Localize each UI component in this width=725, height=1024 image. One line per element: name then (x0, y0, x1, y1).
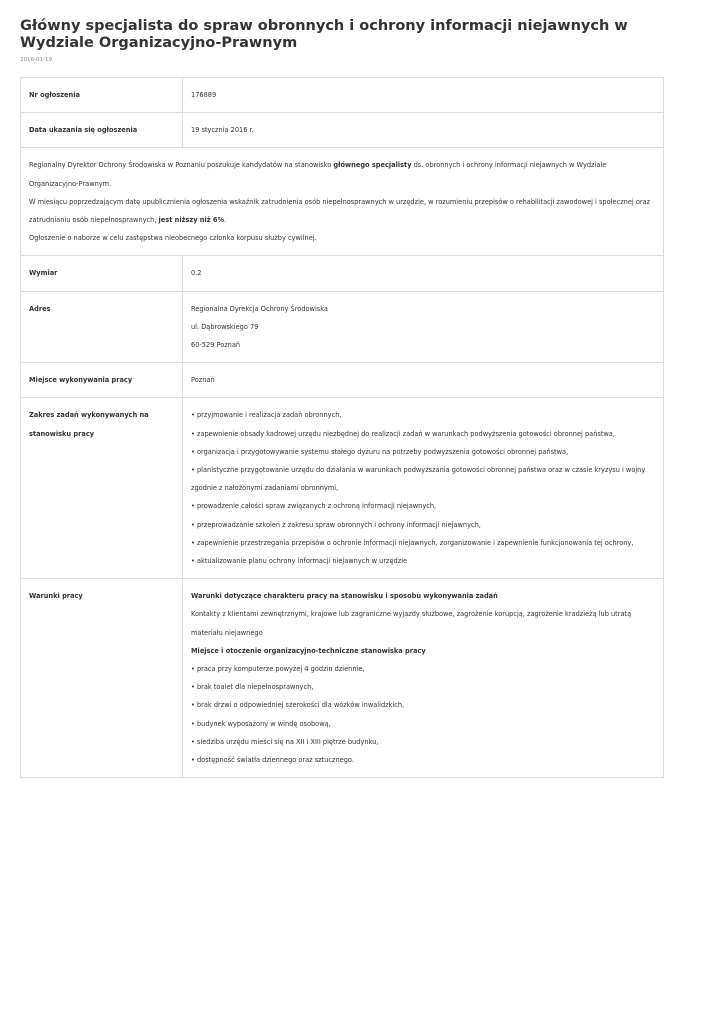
list-item: • brak toalet dla niepełnosprawnych, (191, 683, 314, 692)
list-item: • planistyczne przygotowanie urzędu do działania w warunkach podwyższania gotowości obronnej państwa oraz w czasie kryzysu i wojny zgodnie z nałożonymi zadaniami obronnymi, (191, 466, 646, 493)
row-value-wymiar: 0.2 (183, 256, 664, 291)
row-value-data: 19 stycznia 2016 r. (183, 113, 664, 148)
row-label-nr: Nr ogłoszenia (21, 78, 183, 113)
section-heading: Warunki dotyczące charakteru pracy na stanowisku i sposobu wykonywania zadań (191, 592, 498, 601)
address-line: ul. Dąbrowskiego 79 (191, 322, 259, 331)
page-title: Główny specjalista do spraw obronnych i ochrony informacji niejawnych w Wydziale Organizacyjno-Prawnym (20, 18, 628, 51)
table-row (21, 363, 664, 398)
list-item: • dostępność światła dziennego oraz sztucznego. (191, 756, 354, 765)
row-value-warunki (183, 579, 664, 778)
row-label-miejsce: Miejsce wykonywania pracy (21, 363, 183, 398)
list-item: • organizacja i przygotowywanie systemu stałego dyżuru na potrzeby podwyższenia gotowości obronnej państwa, (191, 447, 569, 456)
address-line: 60-529 Poznań (191, 341, 241, 350)
row-label-adres: Adres (21, 291, 183, 363)
table-row (21, 113, 664, 148)
row-label-warunki: Warunki pracy (21, 579, 183, 778)
list-item: • zapewnienie obsady kadrowej urzędu niezbędnej do realizacji zadań w warunkach podwyższenia gotowości obronnej państwa, (191, 429, 615, 438)
table-row (21, 398, 664, 579)
list-item: • praca przy komputerze powyżej 4 godzin dziennie, (191, 665, 365, 674)
row-label-wymiar: Wymiar (21, 256, 183, 291)
intro-paragraph-1: Regionalny Dyrektor Ochrony Środowiska w Poznaniu poszukuje kandydatów na stanowisko głównego specjalisty ds. obronnych i ochrony informacji niejawnych w Wydziale Organizacyjno-Prawnym. (29, 161, 607, 188)
list-item: • siedziba urzędu mieści się na XII i XIII piętrze budynku, (191, 737, 379, 746)
row-value-miejsce: Poznań (183, 363, 664, 398)
announcement-table (20, 77, 664, 778)
table-row (21, 78, 664, 113)
list-item: • zapewnienie przestrzegania przepisów o ochronie informacji niejawnych, zorganizowanie i zapewnienie funkcjonowania tej ochrony, (191, 538, 634, 547)
row-label-data: Data ukazania się ogłoszenia (21, 113, 183, 148)
intro-paragraph-3: Ogłoszenie o naborze w celu zastępstwa nieobecnego członka korpusu służby cywilnej. (29, 234, 317, 243)
list-item: • budynek wyposażony w windę osobową, (191, 719, 331, 728)
list-item: • brak drzwi o odpowiedniej szerokości dla wózków inwalidzkich, (191, 701, 405, 710)
row-value-zakres (183, 398, 664, 579)
list-item: • prowadzenie całości spraw związanych z ochroną informacji niejawnych, (191, 502, 437, 511)
table-row (21, 579, 664, 778)
row-value-adres (183, 291, 664, 363)
table-row (21, 256, 664, 291)
section-heading: Miejsce i otoczenie organizacyjno-techniczne stanowiska pracy (191, 646, 426, 655)
table-row (21, 291, 664, 363)
row-label-zakres: Zakres zadań wykonywanych na stanowisku pracy (21, 398, 183, 579)
table-row (21, 148, 664, 256)
intro-paragraph-2: W miesiącu poprzedzającym datę upublicznienia ogłoszenia wskaźnik zatrudnienia osób niepełnosprawnych w urzędzie, w rozumieniu przepisów o rehabilitacji zawodowej i społecznej oraz zatrudnianiu osób niepełnosprawnych, jest niższy niż 6%. (29, 197, 651, 225)
section-text: Kontakty z klientami zewnętrznymi, krajowe lub zagraniczne wyjazdy służbowe, zagrożenie korupcją, zagrożenie kradzieżą lub utratą materiału niejawnego (191, 610, 632, 637)
list-item: • przyjmowanie i realizacja zadań obronnych, (191, 411, 342, 420)
list-item: • przeprowadzanie szkoleń z zakresu spraw obronnych i ochrony informacji niejawnych, (191, 520, 481, 529)
intro-cell (21, 148, 664, 256)
row-value-nr: 176889 (183, 78, 664, 113)
publication-date: 2016-01-19 (20, 57, 52, 63)
address-line: Regionalna Dyrekcja Ochrony Środowiska (191, 304, 328, 313)
list-item: • aktualizowanie planu ochrony informacji niejawnych w urzędzie (191, 557, 408, 566)
